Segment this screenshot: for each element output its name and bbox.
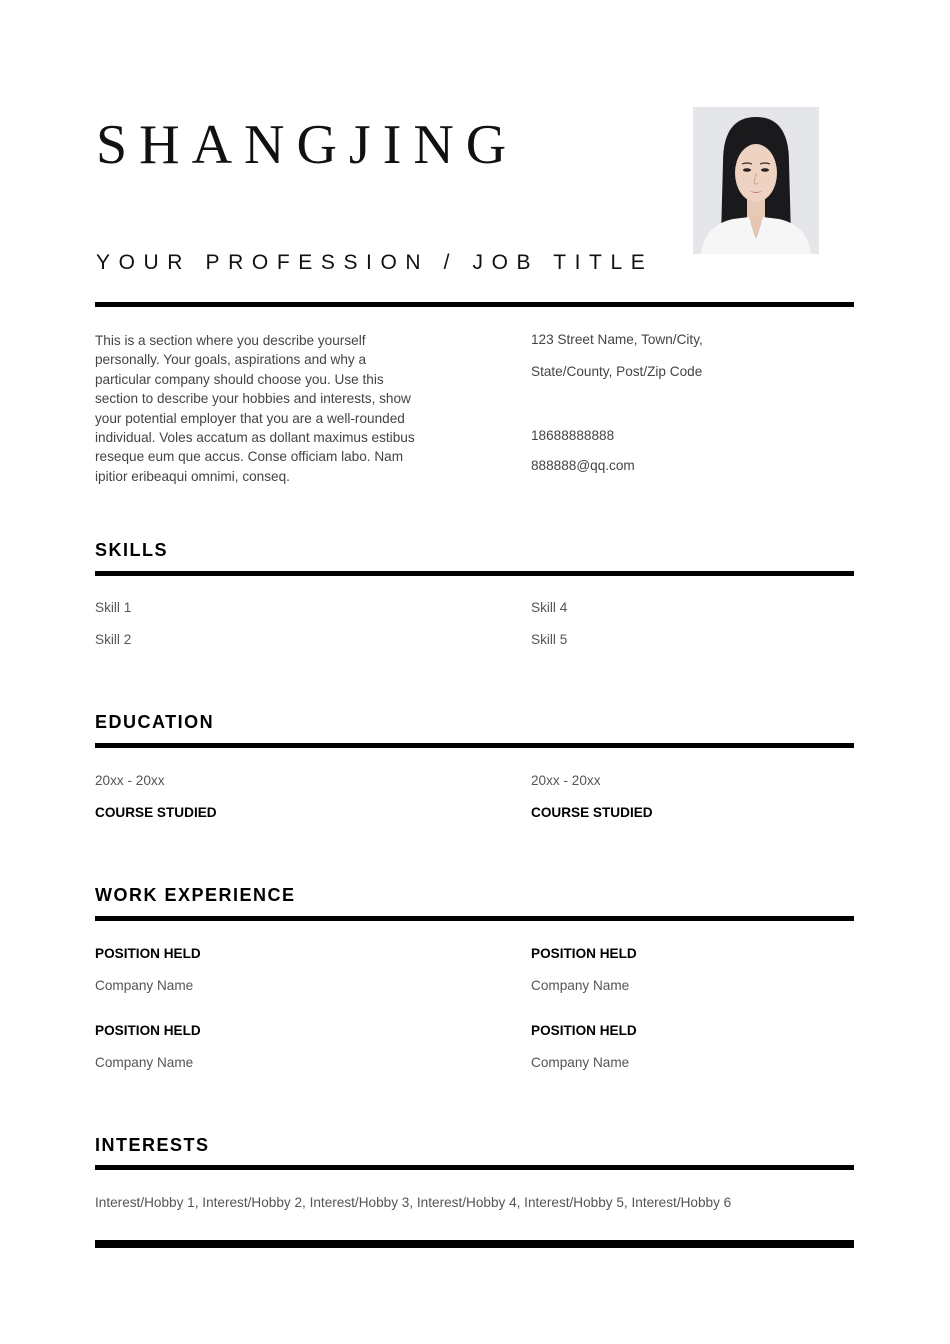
email-address: 888888@qq.com (531, 458, 635, 473)
company-name: Company Name (531, 978, 630, 993)
interests-divider (95, 1165, 854, 1170)
profession-title: YOUR PROFESSION / JOB TITLE (96, 251, 654, 274)
skill-item: Skill 5 (531, 632, 568, 647)
education-course: COURSE STUDIED (531, 805, 653, 820)
company-name: Company Name (531, 1055, 630, 1070)
work-divider (95, 916, 854, 921)
portrait-photo (693, 107, 819, 254)
section-title-interests: INTERESTS (95, 1135, 210, 1155)
position-held: POSITION HELD (95, 1023, 201, 1038)
address-line-1: 123 Street Name, Town/City, (531, 332, 703, 347)
phone-number: 18688888888 (531, 428, 615, 443)
interests-list: Interest/Hobby 1, Interest/Hobby 2, Interest/Hobby 3, Interest/Hobby 4, Interest/Hobby 5, Interest/Hobby 6 (95, 1195, 732, 1210)
education-divider (95, 743, 854, 748)
position-held: POSITION HELD (95, 946, 201, 961)
footer-divider (95, 1240, 854, 1248)
skills-divider (95, 571, 854, 576)
portrait-illustration (693, 107, 819, 254)
skill-item: Skill 1 (95, 600, 132, 615)
education-course: COURSE STUDIED (95, 805, 217, 820)
education-years: 20xx - 20xx (531, 773, 601, 788)
company-name: Company Name (95, 978, 194, 993)
section-title-skills: SKILLS (95, 540, 169, 560)
section-title-education: EDUCATION (95, 712, 215, 732)
about-paragraph: This is a section where you describe yourself personally. Your goals, aspirations and why a particular company should choose you. Use this section to describe your hobbies and interests, show your potential employer that you are a well-rounded individual. Voles accatum as dollant maximus estibus reseque eum que accus. Conse officiam labo. Nam ipitior eribeaqui omnimi, conseq. (95, 333, 415, 484)
company-name: Company Name (95, 1055, 194, 1070)
education-years: 20xx - 20xx (95, 773, 165, 788)
header-divider (95, 302, 854, 307)
resume-name: SHANGJING (96, 114, 519, 176)
skill-item: Skill 2 (95, 632, 132, 647)
skill-item: Skill 4 (531, 600, 568, 615)
section-title-work-experience: WORK EXPERIENCE (95, 885, 296, 905)
position-held: POSITION HELD (531, 1023, 637, 1038)
address-line-2: State/County, Post/Zip Code (531, 364, 703, 379)
position-held: POSITION HELD (531, 946, 637, 961)
